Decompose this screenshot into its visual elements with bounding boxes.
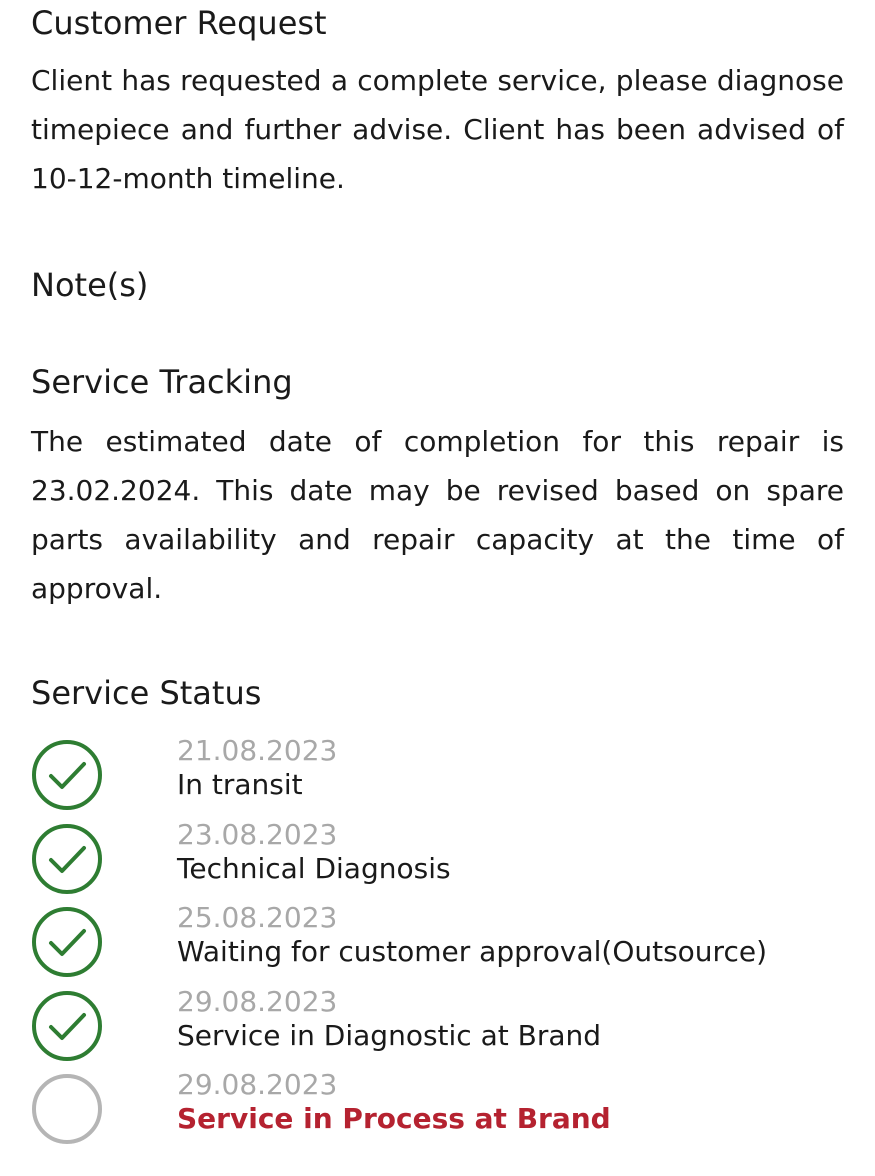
check-circle-icon: [31, 823, 103, 895]
service-tracking-text: The estimated date of completion for this repair is 23.02.2024. This date may be revised based on spare parts availability and repair capacity at the time of approval.: [31, 425, 844, 606]
notes-title: Note(s): [31, 266, 149, 304]
status-step: [31, 985, 844, 1069]
customer-request-title: Customer Request: [31, 4, 327, 42]
status-label: Service in Diagnostic at Brand: [177, 1018, 602, 1052]
status-label: Waiting for customer approval(Outsource): [177, 935, 767, 968]
status-step-current: [31, 1068, 844, 1152]
customer-request-text: Client has requested a complete service, please diagnose timepiece and further advise. Client has been advised of 10-12-month timeline.: [31, 64, 844, 196]
service-tracking-section: [31, 363, 844, 613]
empty-circle-icon: [31, 1073, 103, 1145]
status-date: 23.08.2023: [177, 817, 338, 851]
status-date: 25.08.2023: [177, 901, 338, 934]
notes-section: [31, 266, 844, 304]
status-label: In transit: [177, 768, 303, 801]
status-timeline: [31, 734, 844, 1152]
check-circle-icon: [31, 906, 103, 978]
customer-request-section: [31, 4, 844, 203]
status-label: Technical Diagnosis: [177, 851, 451, 885]
status-label-current: Service in Process at Brand: [177, 1102, 611, 1135]
check-circle-icon: [31, 990, 103, 1062]
status-date: 29.08.2023: [177, 984, 338, 1018]
service-status-section: [31, 674, 844, 712]
status-step: [31, 901, 844, 985]
service-status-title: Service Status: [31, 674, 262, 712]
service-tracking-title: Service Tracking: [31, 363, 293, 401]
status-step: [31, 734, 844, 818]
status-step: [31, 818, 844, 902]
status-date: 29.08.2023: [177, 1068, 338, 1101]
check-circle-icon: [31, 739, 103, 811]
status-date: 21.08.2023: [177, 734, 338, 767]
